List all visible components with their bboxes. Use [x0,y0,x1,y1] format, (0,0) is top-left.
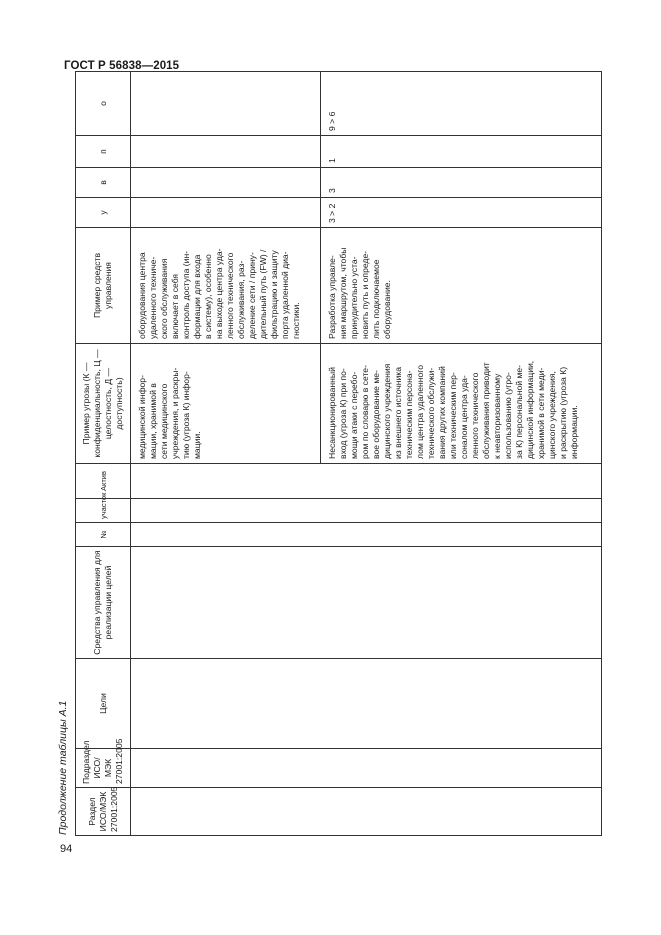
header-u: у [76,198,131,228]
page-number: 94 [60,843,73,855]
cell-threat: Несанкционированный вход (угроза К) при по- мощи атаки с перебо- ром по словарю в сете- вое оборудование ме- дицинского учреждения из внешнего источника техническим персона- лом центра удаленного технического обслужи- вания других компаний или техническим пер- соналом центра уда- ленного технического обслуживания приводит к неавторизованному использованию (угро- за К) персональной ме- дицинской информации, хранимой в сети меди- цинского учреждения, и раскрытию (угроза К) информации. [321,344,602,464]
cell-section [131,788,602,836]
header-p: п [76,136,131,168]
header-section: Раздел ИСО/МЭК 27001:2005 [76,788,131,836]
controls-table [75,71,602,836]
header-controls-for-goals: Средства управления для реализации целей [76,547,131,659]
cell-asset [131,464,602,499]
header-v: в [76,168,131,198]
header-number: № [76,523,131,547]
cell-v: 3 [321,168,602,198]
table-caption: Продолжение таблицы А.1 [57,700,69,835]
cell-v [131,168,321,198]
table-header-row [76,72,131,836]
standard-title: ГОСТ Р 56838—2015 [64,60,180,72]
header-subsection: Подраздел ИСО/МЭК 27001:2005 [76,749,131,788]
cell-control: Разработка управле- ния маршрутом, чтобы принудительно уста- новить путь и опреде- лить подключаемое оборудование. [321,228,602,344]
rotated-table-container [75,92,602,836]
cell-p [131,136,321,168]
cell-controls-for-goals [131,547,602,659]
cell-threat: медицинской инфор- мации, хранимой в сети медицинского учреждения, и раскры- тию (угроза К) инфор- мации. [131,344,321,464]
header-threat-example: Пример угрозы (К — конфиденциальность, Ц — целостность, Д — доступность) [76,344,131,464]
cell-goals [131,659,602,749]
cell-u [131,198,321,228]
header-area: участок [76,499,131,523]
cell-number [131,523,602,547]
cell-o [131,72,321,136]
cell-o: 9 > 6 [321,72,602,136]
cell-area [131,499,602,523]
cell-subsection [131,749,602,788]
cell-u: 3 > 2 [321,198,602,228]
cell-control: оборудования центра удаленного техниче- ского обслуживания включает в себя контроль доступа (ин- формации для входа в систему), особенно на выходе центра уда- ленного технического обслуживания, раз- деление сети / прину- дительный путь (FW) / фильтрацию и защиту порта удаленной диа- гностики. [131,228,321,344]
header-goals: Цели [76,659,131,749]
table-row [131,72,321,836]
header-control-example: Пример средств управления [76,228,131,344]
header-asset: Актив [76,464,131,499]
header-o: о [76,72,131,136]
cell-p: 1 [321,136,602,168]
